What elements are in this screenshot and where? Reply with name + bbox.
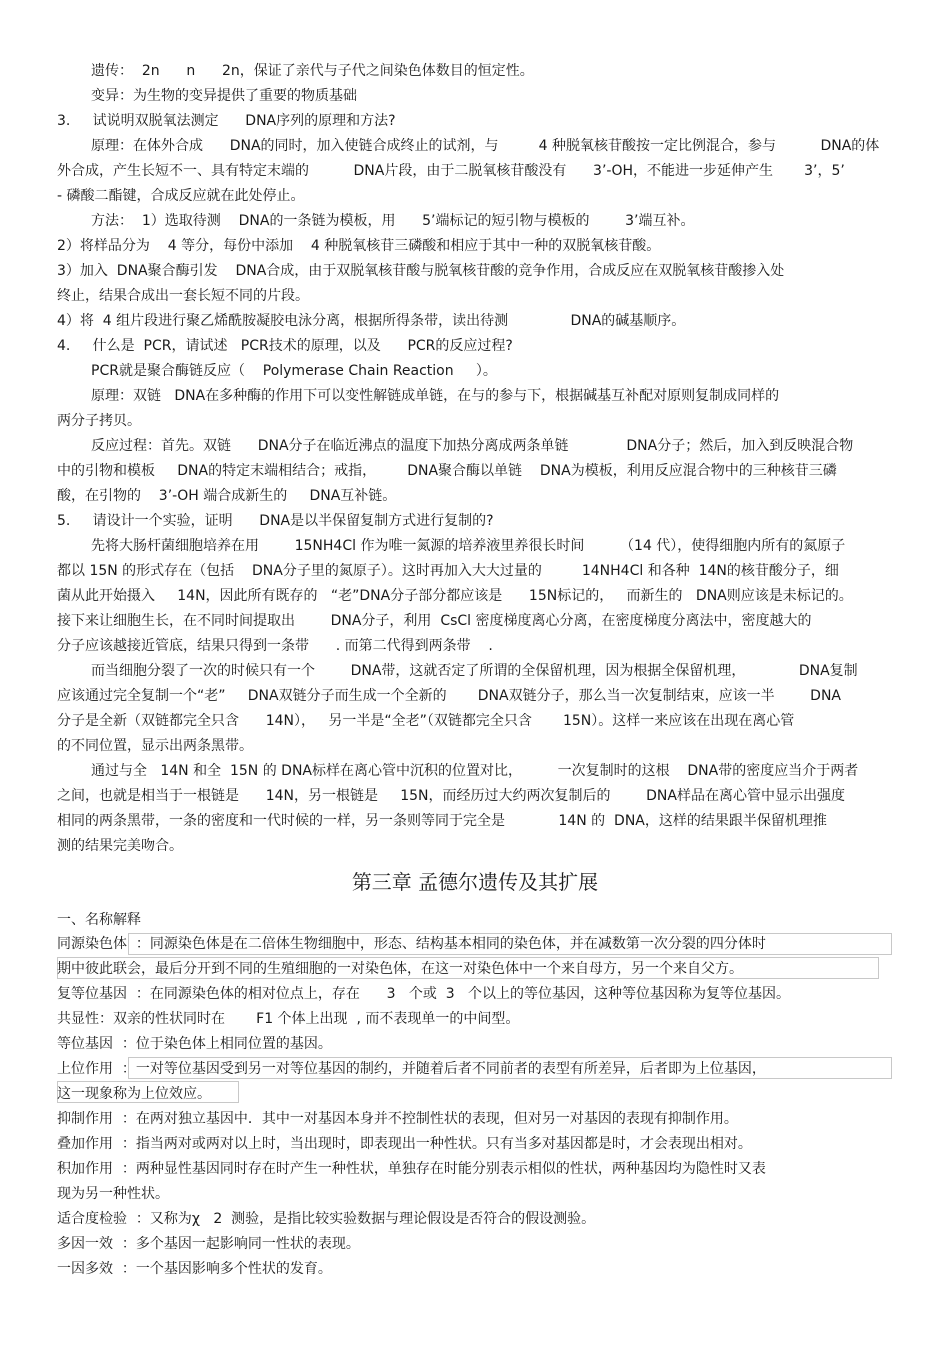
term-line: 抑制作用 ：在两对独立基因中．其中一对基因本身并不控制性状的表现，但对另一对基因的表现有抑制作用。 [57,1111,738,1127]
text-line: 分子是全新（双链都完全只含 14N）， 另一半是“全老”（双链都完全只含 15N）。这样一来应该在出现在离心管 [57,713,795,729]
text-line: 反应过程：首先。双链 DNA分子在临近沸点的温度下加热分离成两条单链 DNA分子；然后，加入到反映混合物 [91,438,854,454]
text-line: 原理：双链 DNA在多种酶的作用下可以变性解链成单链，在与的参与下，根据碱基互补配对原则复制成同样的 [91,388,780,404]
text-line: 而当细胞分裂了一次的时候只有一个 DNA带，这就否定了所谓的全保留机理，因为根据全保留机理， DNA复制 [91,663,858,679]
text-line: 中的引物和模板 DNA的特定末端相结合；戒指， DNA聚合酶以单链 DNA为模板，利用反应混合物中的三种核苷三磷 [57,463,837,479]
text-line: 通过与全 14N 和全 15N 的 DNA标样在离心管中沉积的位置对比， 一次复制时的这根 DNA带的密度应当介于两者 [91,763,859,779]
term-line: 期中彼此联会，最后分开到不同的生殖细胞的一对染色体，在这一对染色体中一个来自母方，另一个来自父方。 [57,961,743,977]
chapter-title: 第三章 孟德尔遗传及其扩展 [351,870,599,894]
text-line: 外合成，产生长短不一、具有特定末端的 DNA片段，由于二脱氧核苷酸没有 3’-OH，不能进一步延伸产生 3’，5’ [57,163,845,179]
text-line: 遗传： 2n n 2n，保证了亲代与子代之间染色体数目的恒定性。 [91,63,534,79]
term-line: 等位基因 ：位于染色体上相同位置的基因。 [57,1036,332,1052]
text-line: 4. 什么是 PCR，请试述 PCR技术的原理，以及 PCR的反应过程? [57,338,513,354]
text-line: 先将大肠杆菌细胞培养在用 15NH4Cl 作为唯一氮源的培养液里养很长时间 （14 代），使得细胞内所有的氮原子 [91,538,846,554]
text-line: 2）将样品分为 4 等分，每份中添加 4 种脱氧核苷三磷酸和相应于其中一种的双脱氧核苷酸。 [57,238,661,254]
text-line: PCR就是聚合酶链反应（ Polymerase Chain Reaction ）。 [91,363,497,379]
text-line: 分子应该越接近管底，结果只得到一条带 . 而第二代得到两条带 . [57,638,493,654]
text-line: 的不同位置，显示出两条黑带。 [57,738,253,754]
term-line: 现为另一种性状。 [57,1186,169,1202]
term-line: 这一现象称为上位效应。 [57,1086,211,1102]
text-line: 4）将 4 组片段进行聚乙烯酰胺凝胶电泳分离，根据所得条带，读出待测 DNA的碱基顺序。 [57,313,686,329]
text-line: 接下来让细胞生长，在不同时间提取出 DNA分子，利用 CsCl 密度梯度离心分离，在密度梯度分离法中，密度越大的 [57,613,812,629]
text-line: 终止，结果合成出一套长短不同的片段。 [57,288,309,304]
term-line: 复等位基因 ：在同源染色体的相对位点上，存在 3 个或 3 个以上的等位基因，这种等位基因称为复等位基因。 [57,986,791,1002]
text-line: 测的结果完美吻合。 [57,838,183,854]
term-line: 共显性：双亲的性状同时在 F1 个体上出现 , 而不表现单一的中间型。 [57,1011,520,1027]
term-line: 积加作用 ：两种显性基因同时存在时产生一种性状，单独存在时能分别表示相似的性状，两种基因均为隐性时又表 [57,1161,766,1177]
term-line: 多因一效 ：多个基因一起影响同一性状的表现。 [57,1236,360,1252]
text-line: - 磷酸二酯键，合成反应就在此处停止。 [57,188,305,204]
text-line: 相同的两条黑带，一条的密度和一代时候的一样，另一条则等同于完全是 14N 的 DNA，这样的结果跟半保留机理推 [57,813,827,829]
term-line: 叠加作用 ：指当两对或两对以上时，当出现时，即表现出一种性状。只有当多对基因都是时，才会表现出相对。 [57,1136,752,1152]
text-line: 3）加入 DNA聚合酶引发 DNA合成，由于双脱氧核苷酸与脱氧核苷酸的竞争作用，合成反应在双脱氧核苷酸掺入处 [57,263,785,279]
text-line: 应该通过完全复制一个“老” DNA双链分子而生成一个全新的 DNA双链分子，那么当一次复制结束，应该一半 DNA [57,688,841,704]
text-line: 变异：为生物的变异提供了重要的物质基础 [91,88,357,104]
text-line: 原理：在体外合成 DNA的同时，加入使链合成终止的试剂，与 4 种脱氧核苷酸按一定比例混合，参与 DNA的体 [91,138,880,154]
term-line: 上位作用 ：一对等位基因受到另一对等位基因的制约，并随着后者不同前者的表型有所差异，后者即为上位基因， [57,1061,766,1077]
text-line: 3. 试说明双脱氧法测定 DNA序列的原理和方法? [57,113,396,129]
section-heading: 一、名称解释 [57,912,141,928]
term-line: 适合度检验 ：又称为χ 2 测验，是指比较实验数据与理论假设是否符合的假设测验。 [57,1211,596,1227]
term-line: 一因多效 ：一个基因影响多个性状的发育。 [57,1261,332,1277]
text-line: 菌从此开始摄入 14N，因此所有既存的 “老”DNA分子部分都应该是 15N标记的， 而新生的 DNA则应该是未标记的。 [57,588,853,604]
text-line: 方法： 1）选取待测 DNA的一条链为模板，用 5’端标记的短引物与模板的 3’端互补。 [91,213,695,229]
term-line: 同源染色体 ：同源染色体是在二倍体生物细胞中，形态、结构基本相同的染色体，并在减数第一次分裂的四分体时 [57,936,766,952]
text-line: 酸，在引物的 3’-OH 端合成新生的 DNA互补链。 [57,488,397,504]
text-line: 都以 15N 的形式存在（包括 DNA分子里的氮原子）。这时再加入大大过量的 14NH4Cl 和各种 14N的核苷酸分子，细 [57,563,839,579]
text-line: 两分子拷贝。 [57,413,141,429]
text-line: 5. 请设计一个实验，证明 DNA是以半保留复制方式进行复制的? [57,513,494,529]
text-line: 之间，也就是相当于一根链是 14N，另一根链是 15N，而经历过大约两次复制后的 DNA样品在离心管中显示出强度 [57,788,845,804]
